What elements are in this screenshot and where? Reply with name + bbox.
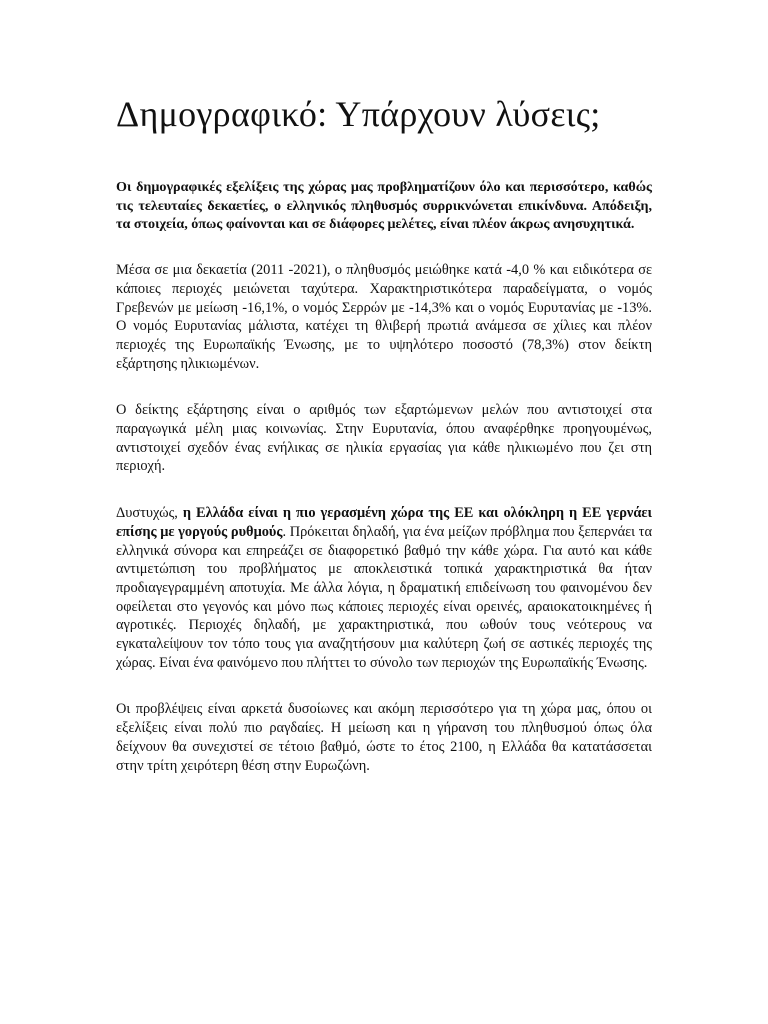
body-paragraph-2: Ο δείκτης εξάρτησης είναι ο αριθμός των εξαρτώμενων μελών που αντιστοιχεί στα παραγωγικά μέλη μιας κοινωνίας. Στην Ευρυτανία, όπου αναφέρθηκε προηγουμένως, αντιστοιχεί σχεδόν ένας ενήλικας σε ηλικία εργασίας για κάθε ηλικιωμένο που ζει στη περιοχή. (116, 402, 652, 475)
lead-paragraph: Οι δημογραφικές εξελίξεις της χώρας μας προβληματίζουν όλο και περισσότερο, καθώς τις τελευταίες δεκαετίες, ο ελληνικός πληθυσμός συρρικνώνεται επικίνδυνα. Απόδειξη, τα στοιχεία, όπως φαίνονται και σε διάφορες μελέτες, είναι πλέον άκρως ανησυχητικά. (116, 179, 652, 233)
body-paragraph-1: Μέσα σε μια δεκαετία (2011 -2021), ο πληθυσμός μειώθηκε κατά -4,0 % και ειδικότερα σε κάποιες περιοχές μειώνεται ταχύτερα. Χαρακτηριστικότερα παραδείγματα, ο νομός Γρεβενών με μείωση -16,1%, ο νομός Σερρών με -14,3% και ο νομός Ευρυτανίας με -13%. Ο νομός Ευρυτανίας μάλιστα, κατέχει τη θλιβερή πρωτιά ανάμεσα σε χίλιες και πλέον περιοχές της Ευρωπαϊκής Ένωσης, με το υψηλότερο ποσοστό (78,3%) στον δείκτη εξάρτησης ηλικιωμένων. (116, 262, 652, 372)
paragraph-3-intro: Δυστυχώς, (116, 505, 183, 522)
paragraph-3-emphasis: η Ελλάδα είναι η πιο γερασμένη χώρα της ΕΕ και ολόκληρη η ΕΕ γερνάει επίσης με γοργούς ρυθμούς (116, 505, 652, 540)
document-page (116, 92, 652, 803)
page-title: Δημογραφικό: Υπάρχουν λύσεις; (116, 94, 601, 134)
body-paragraph-3 (116, 504, 652, 672)
body-paragraph-4: Οι προβλέψεις είναι αρκετά δυσοίωνες και ακόμη περισσότερο για τη χώρα μας, όπου οι εξελίξεις είναι πολύ πιο ραγδαίες. Η μείωση και η γήρανση του πληθυσμού όπως όλα δείχνουν θα συνεχιστεί σε τέτοιο βαθμό, ώστε το έτος 2100, η Ελλάδα θα κατατάσσεται στην τρίτη χειρότερη θέση στην Ευρωζώνη. (116, 701, 652, 774)
paragraph-3-rest: . Πρόκειται δηλαδή, για ένα μείζων πρόβλημα που ξεπερνάει τα ελληνικά σύνορα και επηρεάζει σε διαφορετικό βαθμό την κάθε χώρα. Για αυτό και κάθε αντιμετώπιση του προβλήματος με αποκλειστικά τοπικά χαρακτηριστικά θα ήταν προδιαγεγραμμένη αποτυχία. Με άλλα λόγια, η δραματική επιδείνωση του φαινομένου δεν οφείλεται στο γεγονός και μόνο πως κάποιες περιοχές είναι ορεινές, αραιοκατοικημένες ή αγροτικές. Περιοχές δηλαδή, με χαρακτηριστικά, που ωθούν τους νεότερους να εγκαταλείψουν τον τόπο τους για αναζητήσουν μια καλύτερη ζωή σε αστικές περιοχές της χώρας. Είναι ένα φαινόμενο που πλήττει το σύνολο των περιοχών της Ευρωπαϊκής Ένωσης. (116, 523, 652, 671)
